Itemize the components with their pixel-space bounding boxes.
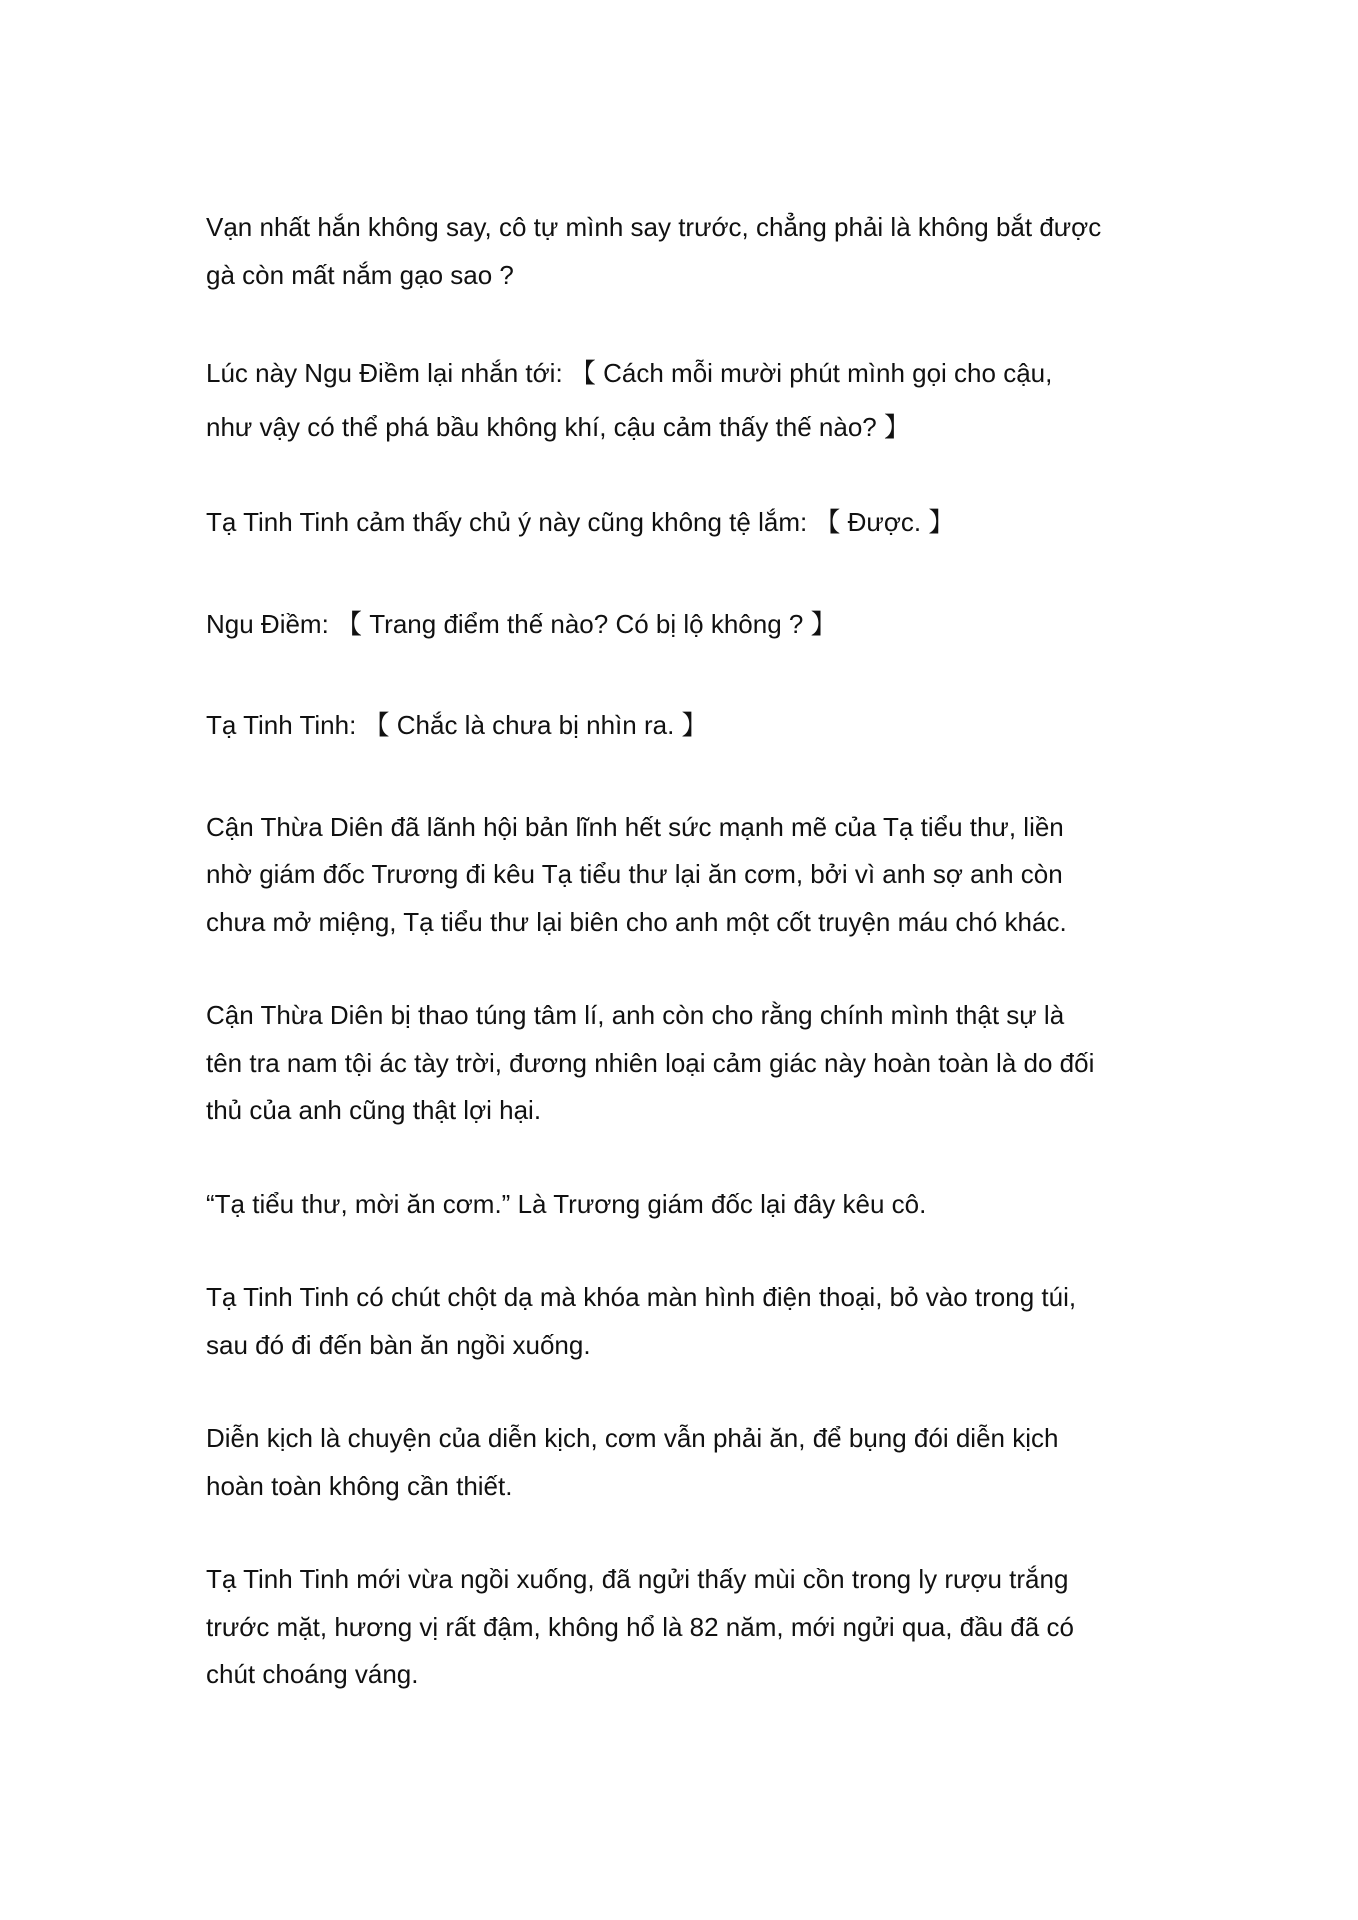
text-line: Tạ Tinh Tinh: 【 Chắc là chưa bị nhìn ra. 】 — [206, 710, 708, 740]
text-line: như vậy có thể phá bầu không khí, cậu cảm thấy thế nào? 】 — [206, 412, 910, 442]
text-line: thủ của anh cũng thật lợi hại. — [206, 1095, 542, 1125]
text-line: hoàn toàn không cần thiết. — [206, 1470, 513, 1501]
text-line: nhờ giám đốc Trương đi kêu Tạ tiểu thư lại ăn cơm, bởi vì anh sợ anh còn — [206, 859, 1063, 889]
paragraph-8 — [206, 1181, 1166, 1229]
paragraph-5 — [206, 702, 1166, 750]
text-line: Lúc này Ngu Điềm lại nhắn tới: 【 Cách mỗi mười phút mình gọi cho cậu, — [206, 358, 1053, 388]
document-body — [206, 204, 1166, 1699]
text-line: chưa mở miệng, Tạ tiểu thư lại biên cho anh một cốt truyện máu chó khác. — [206, 906, 1067, 937]
paragraph-9 — [206, 1274, 1166, 1369]
text-line: “Tạ tiểu thư, mời ăn cơm.” Là Trương giám đốc lại đây kêu cô. — [206, 1188, 927, 1219]
paragraph-3 — [206, 499, 1166, 547]
paragraph-10 — [206, 1415, 1166, 1510]
text-line: Cận Thừa Diên đã lãnh hội bản lĩnh hết sức mạnh mẽ của Tạ tiểu thư, liền — [206, 811, 1064, 842]
paragraph-7 — [206, 992, 1166, 1135]
text-line: Cận Thừa Diên bị thao túng tâm lí, anh còn cho rằng chính mình thật sự là — [206, 1000, 1065, 1030]
text-line: trước mặt, hương vị rất đậm, không hổ là 82 năm, mới ngửi qua, đầu đã có — [206, 1611, 1074, 1642]
paragraph-1 — [206, 204, 1166, 299]
text-line: Diễn kịch là chuyện của diễn kịch, cơm vẫn phải ăn, để bụng đói diễn kịch — [206, 1423, 1059, 1453]
text-line: Ngu Điềm: 【 Trang điểm thế nào? Có bị lộ không ? 】 — [206, 608, 837, 639]
text-line: Tạ Tinh Tinh cảm thấy chủ ý này cũng không tệ lắm: 【 Được. 】 — [206, 507, 955, 537]
text-line: Vạn nhất hắn không say, cô tự mình say trước, chẳng phải là không bắt được — [206, 212, 1102, 242]
paragraph-6 — [206, 804, 1166, 947]
text-line: Tạ Tinh Tinh mới vừa ngồi xuống, đã ngửi thấy mùi cồn trong ly rượu trắng — [206, 1564, 1069, 1594]
text-line: chút choáng váng. — [206, 1659, 419, 1689]
paragraph-2 — [206, 345, 1166, 453]
text-line: sau đó đi đến bàn ăn ngồi xuống. — [206, 1329, 591, 1360]
paragraph-4 — [206, 601, 1166, 649]
paragraph-11 — [206, 1556, 1166, 1699]
text-line: tên tra nam tội ác tày trời, đương nhiên loại cảm giác này hoàn toàn là do đối — [206, 1047, 1095, 1078]
text-line: gà còn mất nắm gạo sao ? — [206, 259, 514, 290]
text-line: Tạ Tinh Tinh có chút chột dạ mà khóa màn hình điện thoại, bỏ vào trong túi, — [206, 1282, 1077, 1312]
